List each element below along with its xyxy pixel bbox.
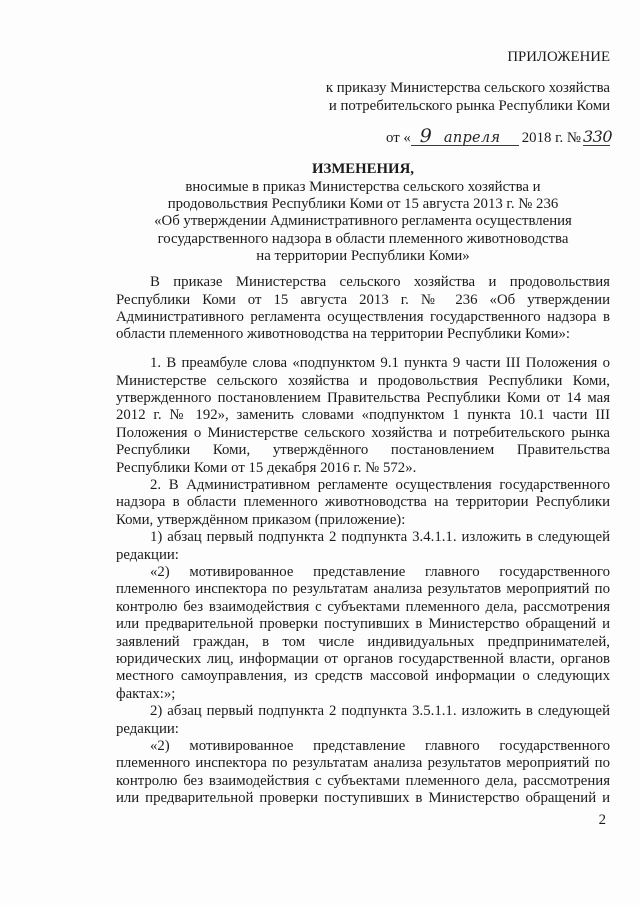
text-line: Республики Коми от 15 декабря 2016 г. № 572». <box>116 459 417 476</box>
text-line: 2012 г. № 192», заменить словами «подпунктом 1 пункта 10.1 части III <box>116 407 610 424</box>
page-number: 2 <box>598 812 606 828</box>
handwritten-order-number: 330 <box>583 127 613 146</box>
handwritten-month: апреля <box>443 130 501 146</box>
text-line: 1. В преамбуле слова «подпунктом 9.1 пункта 9 части III Положения о <box>150 355 610 372</box>
text-line: «2) мотивированное представление главного государственного <box>150 563 610 580</box>
text-line: Министерстве сельского хозяйства и продовольствия Республики Коми, <box>116 372 610 389</box>
text-line: фактах:»; <box>116 685 176 702</box>
text-line: племенного инспектора по результатам анализа результатов мероприятий по <box>116 581 610 598</box>
paragraph-subitem-2 <box>116 703 610 738</box>
paragraph-subitem-1-quote <box>116 564 610 703</box>
order-date-line <box>386 125 613 147</box>
paragraph-item-2 <box>116 477 610 529</box>
text-line: надзора в области племенного животноводства на территории Республики <box>116 494 610 511</box>
appendix-label: ПРИЛОЖЕНИЕ <box>507 49 610 65</box>
text-line: юридических лиц, информации от органов государственной власти, органов <box>116 650 610 667</box>
document-title <box>116 161 610 265</box>
number-fill-underline <box>583 127 613 146</box>
text-line: 1) абзац первый подпункта 2 подпункта 3.4.1.1. изложить в следующей <box>150 529 610 546</box>
text-line: 2) абзац первый подпункта 2 подпункта 3.5.1.1. изложить в следующей <box>150 703 610 720</box>
date-year: 2018 г. № <box>521 130 581 146</box>
title-line: вносимые в приказ Министерства сельского хозяйства и <box>185 178 541 195</box>
text-line: Республики Коми от 15 августа 2013 г. № 236 «Об утверждении <box>116 291 610 308</box>
text-line: Положения о Министерстве сельского хозяйства и потребительского рынка <box>116 424 610 441</box>
text-line: Коми, утверждённом приказом (приложение): <box>116 511 406 528</box>
text-line: «2) мотивированное представление главного государственного <box>150 737 610 754</box>
handwritten-day: 9 <box>419 125 432 147</box>
text-line: Административного регламента осуществления государственного надзора в <box>116 309 610 326</box>
order-reference-line: и потребительского рынка Республики Коми <box>328 97 610 114</box>
text-line: утвержденного постановлением Правительства Республики Коми от 14 мая <box>116 390 610 407</box>
title-line: продовольствия Республики Коми от 15 августа 2013 г. № 236 <box>167 196 559 213</box>
date-prefix: от « <box>386 130 411 146</box>
paragraph-subitem-2-quote <box>116 738 610 808</box>
text-line: или предварительной проверки поступивших в Министерство обращений и <box>116 790 610 807</box>
text-line: или предварительной проверки поступивших в Министерство обращений и <box>116 616 610 633</box>
document-body <box>116 355 610 807</box>
paragraph-item-1 <box>116 355 610 477</box>
text-line: редакции: <box>116 720 179 737</box>
text-line: области племенного животноводства на территории Республики Коми»: <box>116 326 570 343</box>
appendix-header <box>507 49 610 66</box>
title-line: «Об утверждении Административного регламента осуществления <box>154 213 572 230</box>
text-line: контролю без взаимодействия с субъектами племенного дела, рассмотрения <box>116 598 610 615</box>
order-reference-line: к приказу Министерства сельского хозяйства <box>325 80 610 97</box>
text-line: В приказе Министерства сельского хозяйства и продовольствия <box>150 274 610 291</box>
text-line: заявлений граждан, в том числе индивидуальных предпринимателей, <box>116 633 610 650</box>
title-line: на территории Республики Коми» <box>256 248 470 265</box>
text-line: племенного инспектора по результатам анализа результатов мероприятий по <box>116 755 610 772</box>
title-line: государственного надзора в области племенного животноводства <box>157 230 569 247</box>
paragraph-intro <box>116 274 610 344</box>
paragraph-subitem-1 <box>116 529 610 564</box>
text-line: контролю без взаимодействия с субъектами племенного дела, рассмотрения <box>116 772 610 789</box>
text-line: Республики Коми, утверждённого постановлением Правительства <box>116 442 610 459</box>
text-line: 2. В Административном регламенте осуществления государственного <box>150 477 610 494</box>
text-line: редакции: <box>116 546 179 563</box>
date-fill-underline <box>411 125 519 147</box>
text-line: местного самоуправления, из средств массовой информации о следующих <box>116 668 610 685</box>
order-reference <box>326 80 610 115</box>
title-heading: ИЗМЕНЕНИЯ, <box>312 161 414 178</box>
